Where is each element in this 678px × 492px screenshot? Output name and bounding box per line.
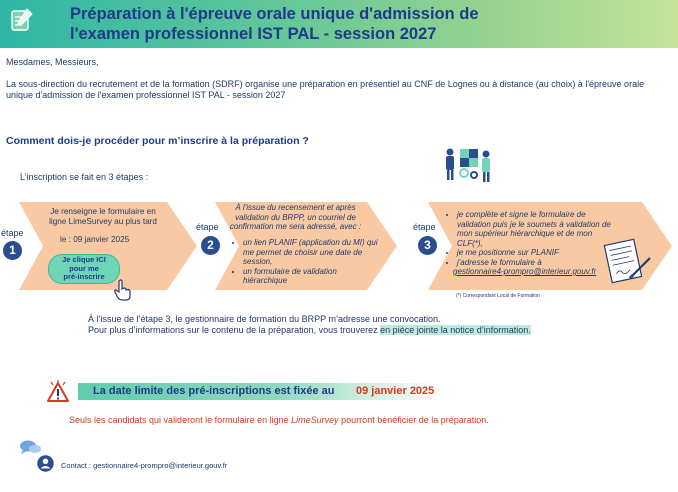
step-2-bullet: • un lien PLANIF (application du MI) qui me permet de choisir une date de session, (243, 238, 378, 267)
step-2-text-line3: confirmation me sera adressé, avec : (229, 222, 362, 231)
hand-pointer-icon (113, 279, 133, 301)
step-3-list (447, 210, 617, 267)
step-3-label: étape (413, 222, 436, 232)
deadline-label: La date limite des pré-inscriptions est fixée au (93, 385, 335, 397)
step-2-text-line1: À l'issue du recensement et après (235, 203, 356, 212)
preinscription-button-line1: Je clique ICI (62, 255, 106, 265)
step-2-text (228, 203, 363, 232)
notepad-icon (7, 6, 35, 34)
page-title (70, 4, 530, 44)
contact-email: Contact : gestionnaire4-prompro@interieur.gouv.fr (61, 461, 228, 470)
step-1-number: 1 (3, 241, 22, 260)
step-1-label: étape (1, 228, 24, 238)
footnote: (*) Correspondant Local de Formation (456, 293, 540, 299)
deadline-date: 09 janvier 2025 (356, 385, 435, 397)
limesurvey-note-suffix: pourront bénéficier de la préparation. (338, 415, 489, 425)
step-3-number: 3 (418, 236, 437, 255)
step-2-list (233, 238, 378, 286)
preinscription-button-line3: pré-inscrire (63, 272, 105, 282)
step-3-bullet: • je me positionne sur PLANIF (457, 248, 617, 258)
page-title-line2: l'examen professionnel IST PAL - session 2027 (70, 25, 437, 43)
step-3-bullet: • je complète et signe le formulaire de validation puis je le soumets à validation de mon supérieur hiérarchique et de mon CLF(*), (457, 210, 617, 248)
gestionnaire-email-link[interactable]: gestionnaire4-prompro@interieur.gouv.fr (453, 267, 597, 276)
convocation-note: À l’issue de l’étape 3, le gestionnaire de formation du BRPP m’adresse une convocation. (88, 314, 441, 324)
notice-note (88, 325, 531, 336)
limesurvey-note-em: LimeSurvey (291, 415, 339, 425)
notice-attachment-highlight: en pièce jointe la notice d’information. (380, 325, 531, 335)
step-2-label: étape (196, 222, 219, 232)
team-puzzle-illustration (440, 143, 498, 185)
step-1-text-line1: Je renseigne le formulaire en (50, 207, 156, 216)
signed-document-icon (600, 238, 654, 284)
step-1-date: le : 09 janvier 2025 (60, 235, 130, 244)
notice-note-text: Pour plus d’informations sur le contenu de la préparation, vous trouverez (88, 325, 381, 335)
step-1-text-line2: ligne LimeSurvey au plus tard (49, 217, 157, 226)
step-2-text-line2: validation du BRPP, un courriel de (235, 212, 356, 222)
limesurvey-note-prefix: Seuls les candidats qui valideront le formulaire en ligne (69, 415, 292, 425)
step-1-text (38, 207, 168, 227)
step-2-number: 2 (201, 236, 220, 255)
step-3-bullet: • j'adresse le formulaire à (457, 258, 617, 268)
section-question: Comment dois-je procéder pour m’inscrire à la préparation ? (6, 135, 309, 147)
limesurvey-note (69, 415, 489, 425)
step-2-bullet: • un formulaire de validation hiérarchique (243, 267, 378, 286)
preinscription-button-line2: pour me (69, 263, 99, 273)
warning-icon (46, 380, 70, 404)
preinscription-button[interactable] (48, 254, 120, 284)
steps-intro: L’inscription se fait en 3 étapes : (20, 172, 149, 182)
greeting: Mesdames, Messieurs, (6, 57, 99, 67)
intro-paragraph: La sous-direction du recrutement et de la formation (SDRF) organise une préparation en présentiel au CNF de Lognes ou à distance (au choix) à l'épreuve orale unique d'admission de l'examen professionnel IST PAL - session 2027 (6, 79, 645, 100)
user-icon (37, 455, 54, 472)
page-title-line1: Préparation à l'épreuve orale unique d'admission de (70, 5, 479, 23)
